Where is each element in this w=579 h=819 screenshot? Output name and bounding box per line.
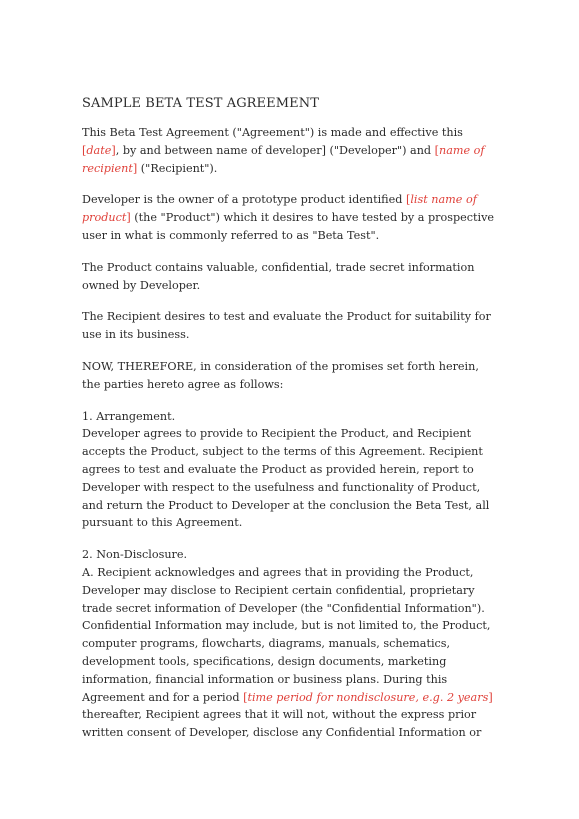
confidential-paragraph: The Product contains valuable, confidential, trade secret information owned by Developer. [82,260,475,292]
document-page [82,95,498,756]
bracket: ] [111,143,116,157]
product-text: (the "Product") which it desires to have tested by a prospective user in what is commonly referred to as "Beta Test". [82,211,495,242]
intro-text: ("Recipient"). [137,161,218,175]
intro-text: This Beta Test Agreement ("Agreement") is made and effective this [82,126,463,139]
intro-text: , by and between name of developer] ("Developer") and [115,143,435,157]
product-placeholder: list name of product [82,193,477,225]
product-paragraph [82,191,498,244]
period-placeholder: time period for nondisclosure, e.g. 2 years [247,690,489,704]
section-body: A. Recipient acknowledges and agrees that in providing the Product, Developer may disclose to Recipient certain confidential, proprietary trade secret information of Developer (the "Confidential Information"). Confidential Information may include, but is not limited to, the Product, computer programs, flowcharts, diagrams, manuals, schematics, development tools, specifications, design documents, marketing information, financial information or business plans. During this Agreement and for a period [82,565,491,704]
document-title: SAMPLE BETA TEST AGREEMENT [82,96,319,111]
section-non-disclosure [82,546,498,742]
whereas-paragraph: NOW, THEREFORE, in consideration of the promises set forth herein, the parties hereto agree as follows: [82,359,479,391]
bracket: [ [243,690,248,704]
bracket: [ [82,143,87,157]
bracket: [ [405,193,411,207]
section-body: thereafter, Recipient agrees that it will not, without the express prior written consent of Developer, disclose any Confidential Information or [82,708,482,740]
section-arrangement [82,408,498,533]
recipient-desire-paragraph: The Recipient desires to test and evaluate the Product for suitability for use in its business. [82,310,491,342]
section-body: Developer agrees to provide to Recipient the Product, and Recipient accepts the Product, subject to the terms of this Agreement. Recipient agrees to test and evaluate the Product as provided herein, report to Developer with respect to the usefulness and functionality of Product, and return the Product to Developer at the conclusion the Beta Test, all pursuant to this Agreement. [82,427,490,530]
intro-paragraph [82,124,498,177]
bracket: ] [488,690,493,704]
date-placeholder: date [86,143,112,157]
bracket: ] [126,211,131,225]
bracket: ] [132,161,138,175]
section-heading: 2. Non-Disclosure. [82,548,188,562]
product-text: Developer is the owner of a prototype product identified [82,193,406,207]
section-heading: 1. Arrangement. [82,409,176,423]
recipient-placeholder: name of recipient [82,143,485,175]
bracket: [ [434,143,440,157]
